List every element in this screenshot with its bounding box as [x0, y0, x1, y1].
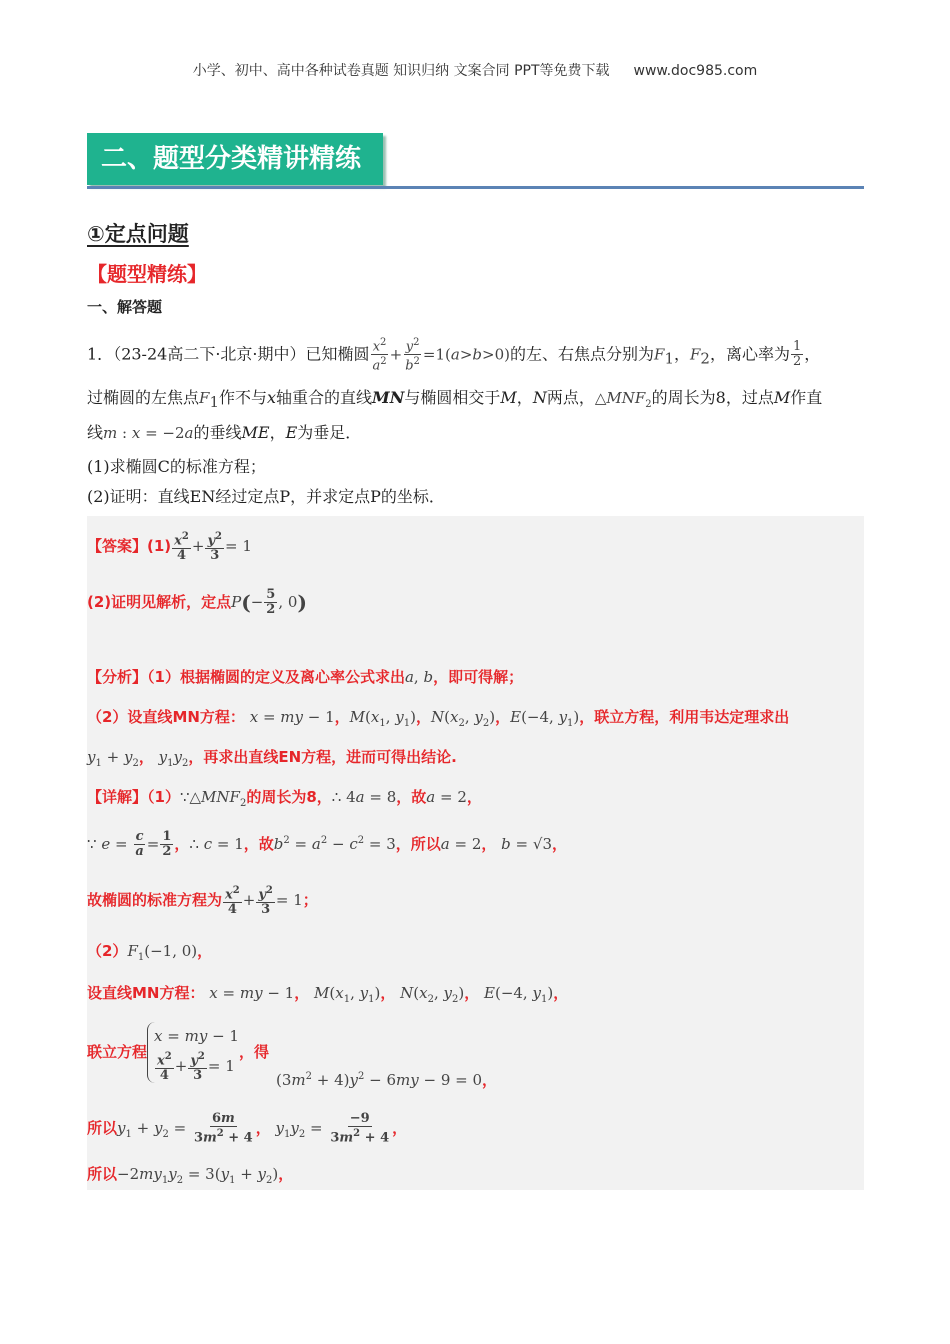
- header-text: 小学、初中、高中各种试卷真题 知识归纳 文案合同 PPT等免费下载: [192, 63, 610, 79]
- analysis-1: 【分析】（1）根据椭圆的定义及离心率公式求出a, b，即可得解；: [87, 668, 524, 686]
- page-header: [0, 60, 950, 80]
- detail-6-result: $(3m^2 + 4)y^2 - 6my - 9 = 0$，: [276, 1071, 498, 1089]
- detail-2: ∵ e = $\frac{c}{a}$ = $\frac{1}{2}$ ，∴ c = 1，故$b^2 = a^2 - c^2 = 3$，所以a = 2， b = √3，: [87, 829, 568, 859]
- section-title: ①定点问题: [87, 222, 189, 246]
- banner-rule: [87, 186, 864, 189]
- section-banner: 二、题型分类精讲精练: [87, 133, 383, 185]
- detail-1: 【详解】$(1)\because\triangle MNF_2$的周长为8，∴ 4a = 8，故a = 2，: [87, 788, 482, 809]
- part-title: 一、解答题: [87, 298, 163, 316]
- detail-5: 设直线MN方程： x = my − 1， $M(x_1$, $y_1$)， $N(x_2$, $y_2$)， E(−4, $y_1$)，: [87, 984, 569, 1005]
- detail-6: 联立方程x = my − 1 $\frac{x^2}{4}$ + $\frac{y^2}{3}$ = 1，得: [87, 1022, 269, 1083]
- answer-1: 【答案】(1) $\frac{x^2}{4}$ + $\frac{y^2}{3}$ = 1: [87, 531, 252, 564]
- detail-7: 所以$y_1 + y_2$ = $\frac{6m}{3m^2 + 4}$ ， $y_1y_2$ = $\frac{-9}{3m^2 + 4}$ ，: [87, 1111, 408, 1146]
- problem-line-2: 过椭圆的左焦点$F_1$作不与x轴重合的直线MN与椭圆相交于M，N两点，$\triangle MNF_2$的周长为8，过点M作直: [87, 388, 823, 412]
- problem-line-1: 1．（23-24高二下·北京·期中）已知椭圆 $\frac{x^2}{a^2}$ + $\frac{y^2}{b^2}$ =1(a>b>0)的左、右焦点分别为$F_1$，$F_2$，离心率为 $\frac{1}{2}$ ，: [87, 337, 821, 374]
- detail-3: 故椭圆的标准方程为 $\frac{x^2}{4}$ + $\frac{y^2}{3}$ = 1；: [87, 885, 318, 918]
- question-1: (1)求椭圆C的标准方程；: [87, 457, 266, 476]
- question-2: (2)证明：直线EN经过定点P，并求定点P的坐标．: [87, 487, 445, 506]
- answer-2: (2)证明见解析，定点P(− $\frac{5}{2}$ , 0): [87, 587, 307, 617]
- practice-tag: 【题型精练】: [87, 262, 207, 286]
- header-url[interactable]: www.doc985.com: [633, 63, 758, 79]
- detail-8: 所以$-2my_1y_2 = 3(y_1 + y_2)$，: [87, 1165, 294, 1186]
- analysis-3: $y_1 + y_2$， $y_1y_2$，再求出直线EN方程，进而可得出结论.: [87, 748, 457, 769]
- analysis-2: （2）设直线MN方程： x = my − 1，$M(x_1$, $y_1$)，$N(x_2$, $y_2$)，E(−4, $y_1$)，联立方程，利用韦达定理求出: [87, 708, 790, 729]
- problem-line-3: 线m : x = −2a的垂线ME，E为垂足．: [87, 423, 362, 442]
- detail-4: $(2)F_1(-1$, 0)，: [87, 942, 213, 963]
